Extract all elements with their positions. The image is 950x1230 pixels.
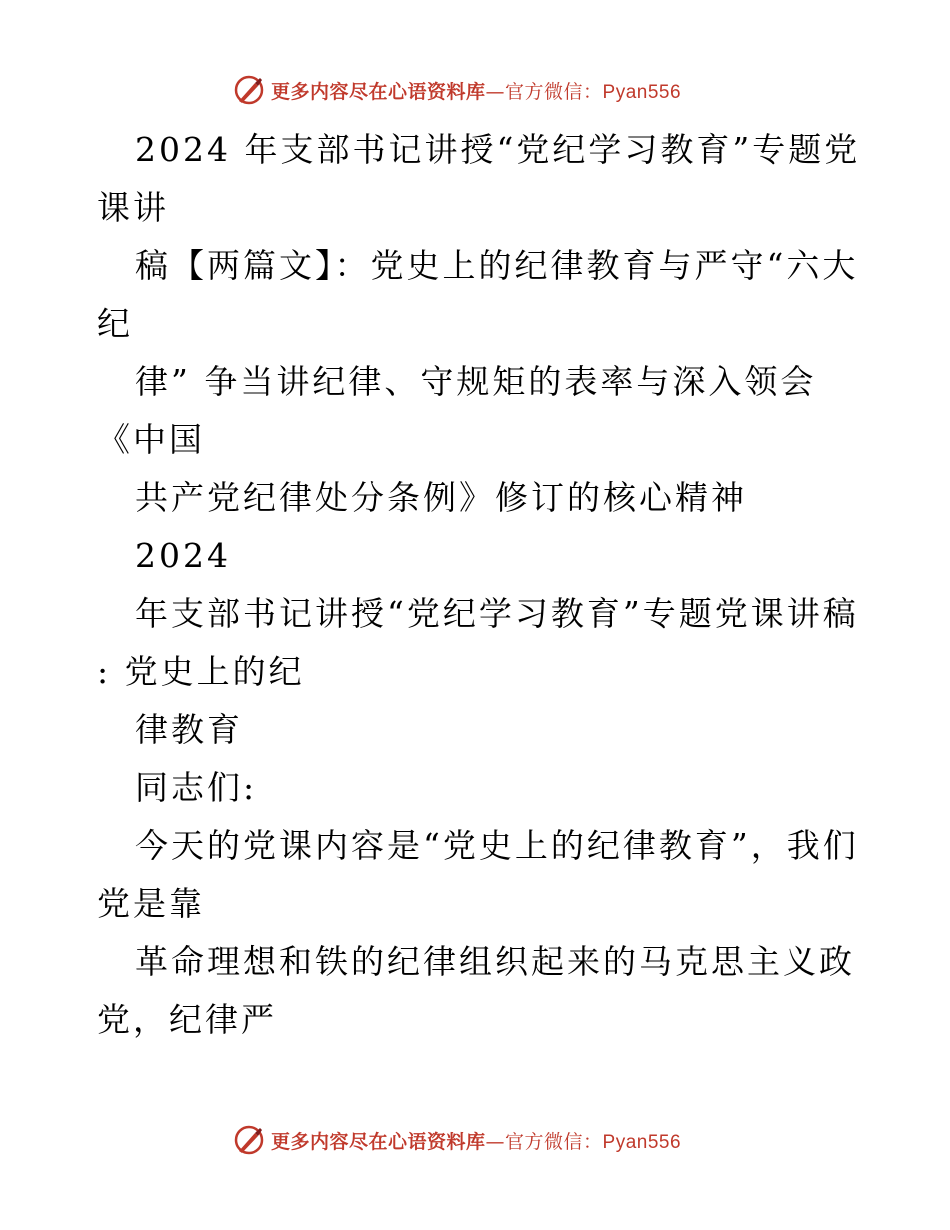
header-banner-id: Pyan556 [602,81,682,103]
footer-banner-sub: 官方微信： [505,1130,603,1153]
header-banner [233,72,713,108]
text-line-13: 今天的党课内容是“党史上的纪律教育”，我们 [135,826,859,865]
header-banner-sub: 官方微信： [505,80,603,103]
text-line-15: 革命理想和铁的纪律组织起来的马克思主义政 [135,942,855,981]
text-line-1: 2024 年支部书记讲授“党纪学习教育”专题党 [135,130,861,169]
text-line-8: 2024 [135,536,231,575]
footer-banner-main: 更多内容尽在心语资料库 [271,1130,486,1153]
text-line-7: 共产党纪律处分条例》修订的核心精神 [135,478,747,517]
text-line-9: 年支部书记讲授“党纪学习教育”专题党课讲稿 [135,594,859,633]
text-line-16: 党，纪律严 [97,1000,277,1039]
text-line-6: 《中国 [97,420,205,459]
pen-logo-icon [233,1124,265,1156]
text-line-10: : 党史上的纪 [97,652,305,691]
pen-logo-icon [233,74,265,106]
header-banner-text [271,77,681,104]
text-line-5: 律” 争当讲纪律、守规矩的表率与深入领会 [135,362,817,401]
text-line-4: 纪 [97,304,133,343]
footer-banner-id: Pyan556 [602,1131,682,1153]
text-line-12: 同志们: [135,768,258,807]
footer-banner [233,1122,713,1158]
footer-banner-dash: — [485,1130,506,1153]
text-line-14: 党是靠 [97,884,205,923]
header-banner-main: 更多内容尽在心语资料库 [271,80,486,103]
text-line-11: 律教育 [135,710,243,749]
text-line-2: 课讲 [97,188,169,227]
header-banner-dash: — [485,80,506,103]
text-line-3: 稿【两篇文】：党史上的纪律教育与严守“六大 [135,246,859,285]
footer-banner-text [271,1127,681,1154]
